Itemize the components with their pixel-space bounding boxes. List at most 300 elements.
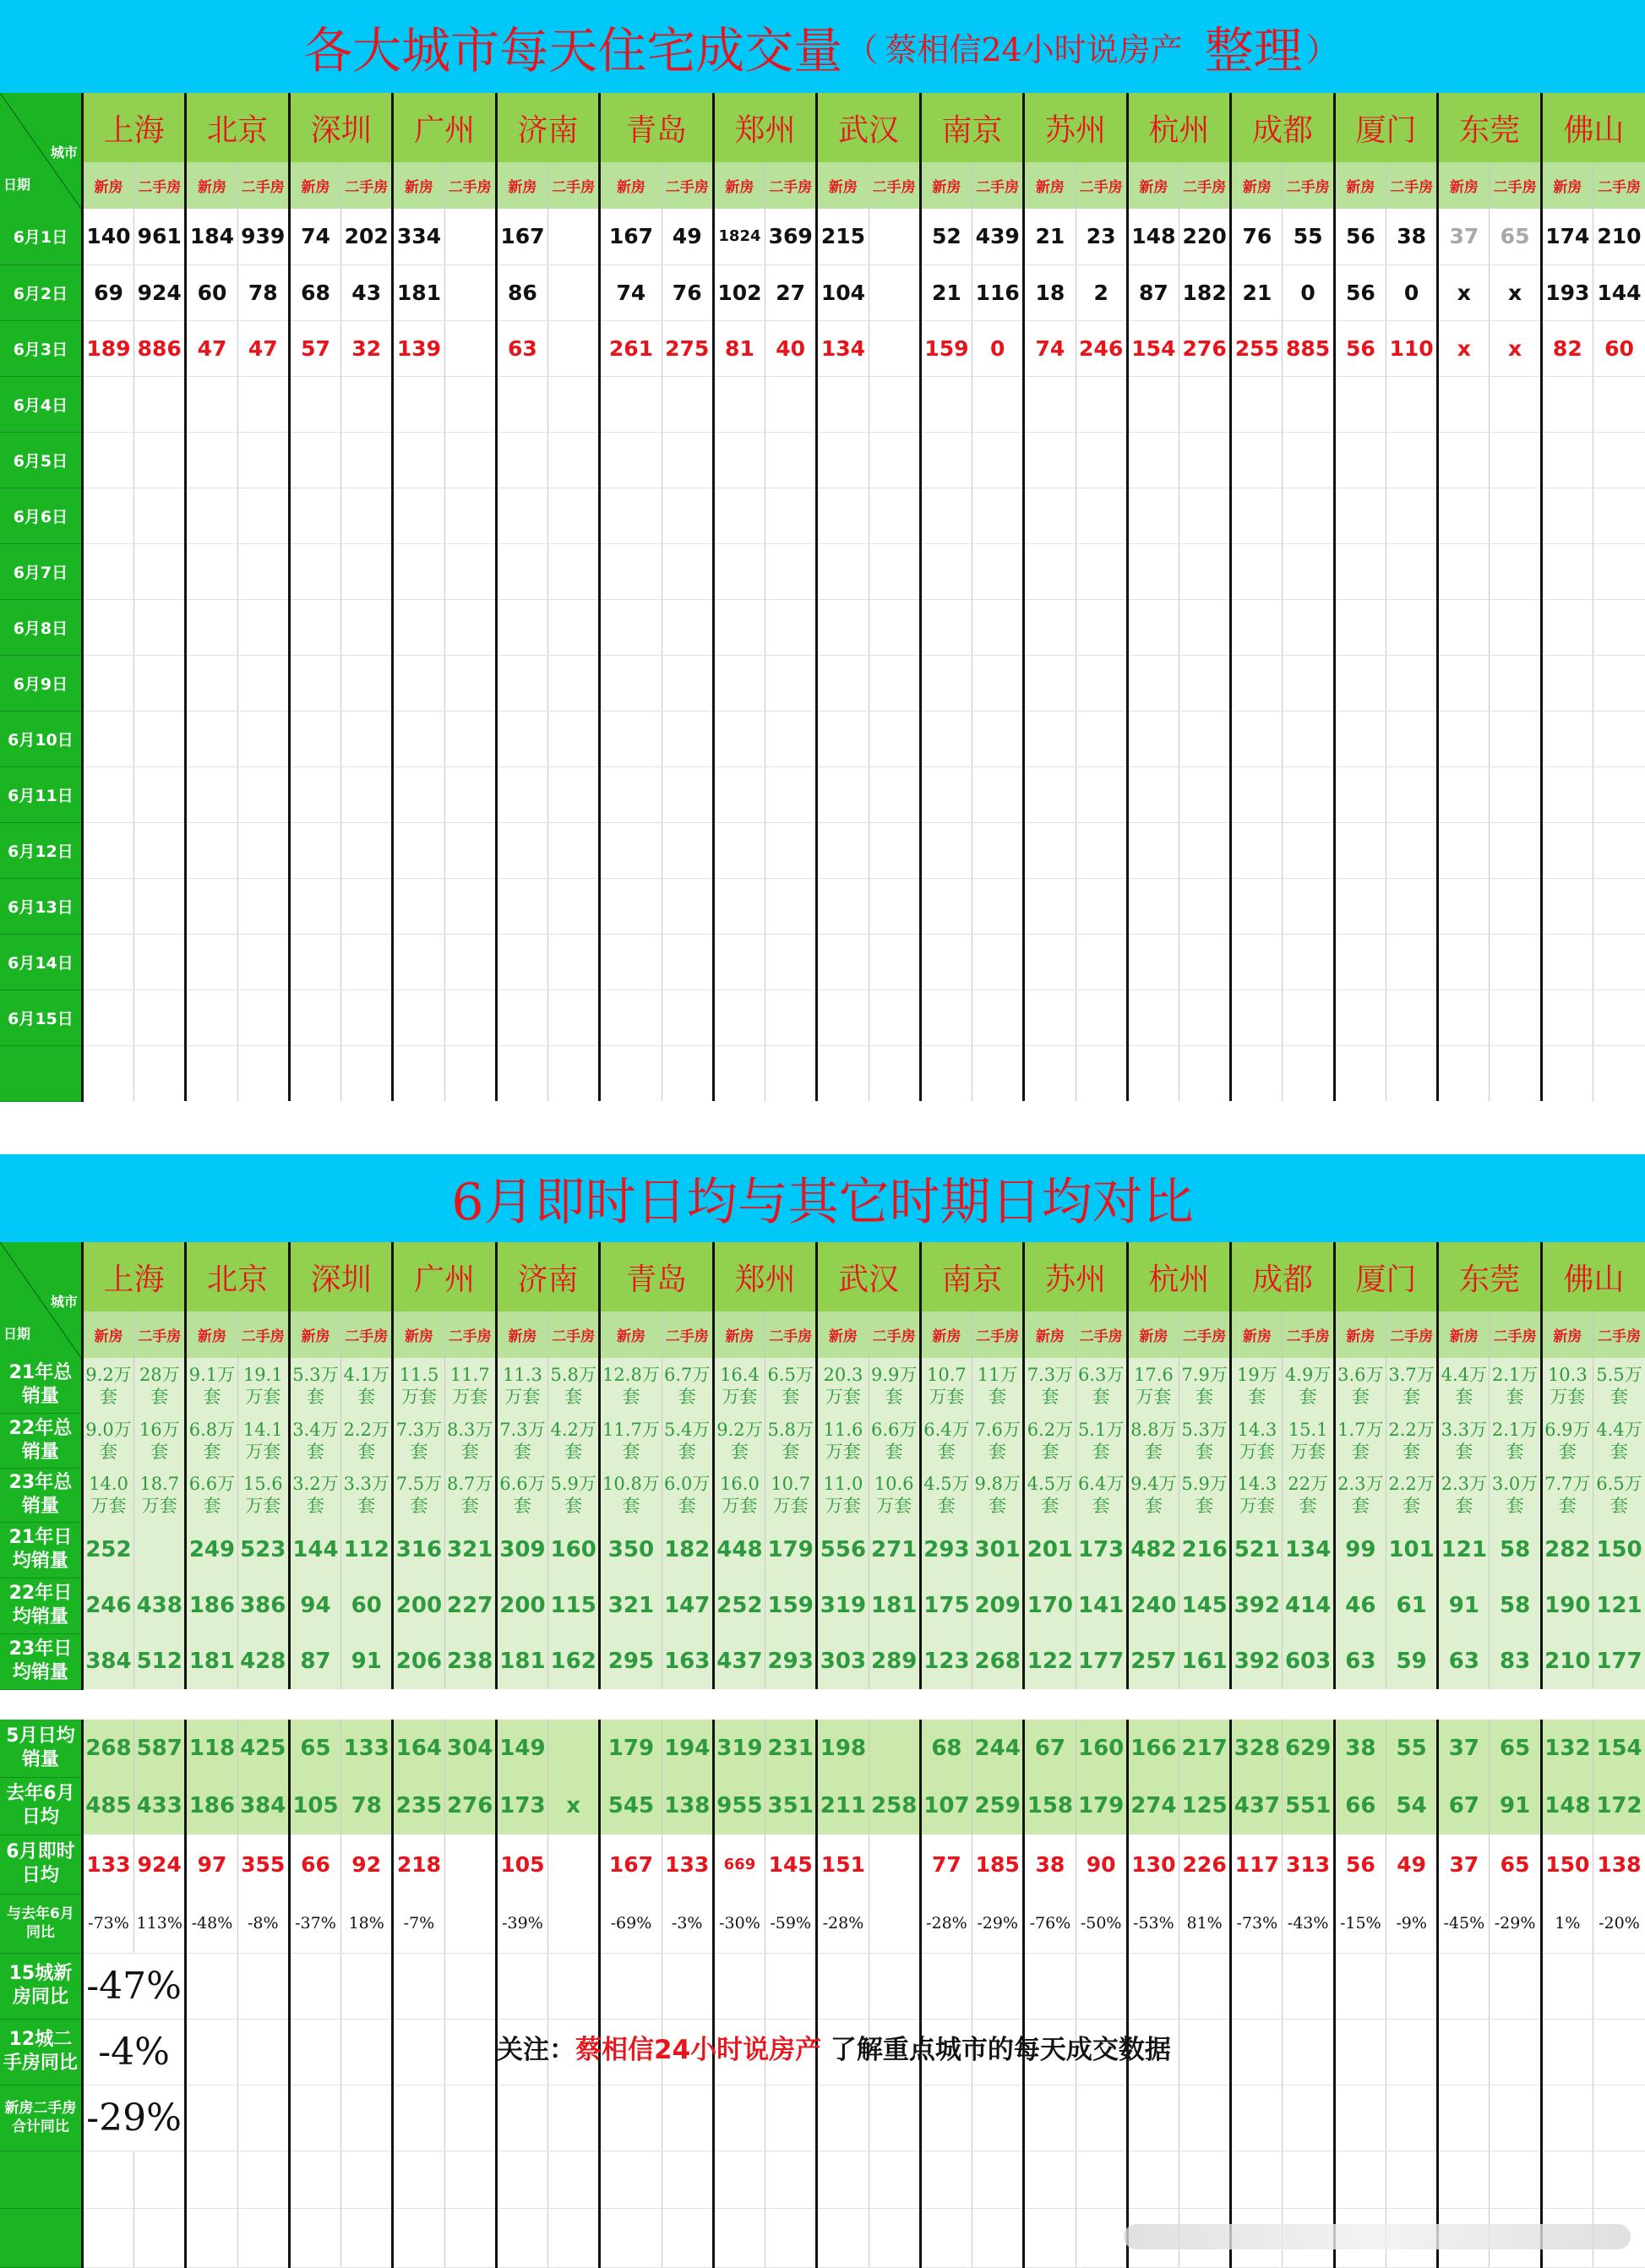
compare-value: 384: [82, 1633, 133, 1689]
daily-value: 18: [1024, 264, 1076, 320]
follow-account: 蔡相信24小时说房产: [575, 2035, 822, 2065]
daily-value-empty: [920, 766, 972, 822]
compare-value: 148: [1541, 1777, 1593, 1835]
new-home-label: 新房: [1127, 162, 1179, 209]
compare-value: 217: [1179, 1720, 1231, 1777]
compare-value: 437: [713, 1633, 765, 1689]
daily-value-empty: [1127, 543, 1179, 599]
daily-value: 81: [713, 320, 765, 376]
daily-value-empty: [600, 934, 662, 990]
second-hand-label: 二手房: [237, 162, 289, 209]
daily-value-empty: [1490, 990, 1541, 1045]
june-average-value: 90: [1076, 1835, 1127, 1894]
empty-cell: [444, 2208, 496, 2267]
follow-suffix: 了解重点城市的每天成交数据: [821, 2035, 1171, 2065]
daily-value-empty: [1593, 488, 1645, 543]
spacer-cell: [1593, 1045, 1645, 1101]
compare-value: 240: [1127, 1578, 1179, 1633]
compare-value: 392: [1231, 1578, 1283, 1633]
compare-value: 7.6万套: [972, 1413, 1024, 1468]
empty-cell: [1179, 2085, 1231, 2151]
compare-value: 512: [134, 1633, 186, 1689]
compare-value: 211: [817, 1777, 869, 1835]
daily-value-empty: [82, 376, 133, 432]
empty-cell: [1593, 1953, 1645, 2019]
daily-value: [444, 209, 496, 264]
daily-value-empty: [393, 376, 444, 432]
compare-value: 6.4万套: [1076, 1468, 1127, 1522]
compare-value: 3.2万套: [289, 1468, 340, 1522]
compare-value: 206: [393, 1633, 444, 1689]
daily-value: 189: [82, 320, 133, 376]
empty-cell: [1076, 2208, 1127, 2267]
empty-cell: [393, 2085, 444, 2151]
daily-value-empty: [1438, 711, 1490, 766]
empty-cell: [82, 2151, 133, 2208]
compare-value: 6.6万套: [869, 1413, 920, 1468]
daily-value-empty: [289, 766, 340, 822]
compare-value: 5.9万套: [548, 1468, 600, 1522]
june-average-value: 133: [662, 1835, 713, 1894]
compare-value: 6.5万套: [1593, 1468, 1645, 1522]
city-header: 北京: [186, 1242, 289, 1311]
compare-value: 316: [393, 1522, 444, 1578]
daily-value-empty: [713, 599, 765, 655]
compare-value: 235: [393, 1777, 444, 1835]
daily-value-empty: [1283, 934, 1334, 990]
daily-value: 27: [765, 264, 817, 320]
compare-value: 3.7万套: [1386, 1358, 1437, 1413]
row-label-t21: 21年总销量: [0, 1358, 82, 1413]
daily-value-empty: [972, 543, 1024, 599]
daily-value: [548, 320, 600, 376]
daily-value-empty: [1283, 990, 1334, 1045]
daily-value-empty: [1386, 878, 1437, 934]
empty-cell: [393, 2019, 444, 2085]
compare-value: 159: [765, 1578, 817, 1633]
daily-value: x: [1438, 320, 1490, 376]
empty-cell: [765, 2208, 817, 2267]
compare-title-banner: [0, 1154, 1645, 1242]
empty-cell: [1127, 2085, 1179, 2151]
daily-value-empty: [1283, 376, 1334, 432]
daily-value-empty: [1541, 543, 1593, 599]
daily-value-empty: [289, 878, 340, 934]
compare-value: 177: [1593, 1633, 1645, 1689]
daily-value-empty: [393, 711, 444, 766]
daily-value-empty: [82, 934, 133, 990]
daily-value-empty: [600, 990, 662, 1045]
daily-value-empty: [289, 655, 340, 711]
daily-value-empty: [1024, 488, 1076, 543]
second-hand-label: 二手房: [1076, 1311, 1127, 1358]
compare-value: 9.8万套: [972, 1468, 1024, 1522]
daily-value-empty: [1024, 766, 1076, 822]
daily-value: 74: [600, 264, 662, 320]
summary-c12-value: -4%: [82, 2019, 185, 2085]
compare-value: 545: [600, 1777, 662, 1835]
date-label: 6月2日: [0, 264, 82, 320]
second-hand-label: 二手房: [444, 1311, 496, 1358]
daily-value: 220: [1179, 209, 1231, 264]
daily-value: 167: [496, 209, 547, 264]
empty-cell: [920, 2151, 972, 2208]
second-hand-label: 二手房: [765, 1311, 817, 1358]
city-header: 济南: [496, 1242, 599, 1311]
empty-cell: [134, 2208, 186, 2267]
compare-value: 3.4万套: [289, 1413, 340, 1468]
daily-value-empty: [186, 488, 237, 543]
daily-value-empty: [496, 488, 547, 543]
new-home-label: 新房: [496, 162, 547, 209]
daily-value-empty: [1231, 488, 1283, 543]
empty-cell: [548, 2085, 600, 2151]
city-header: 厦门: [1334, 93, 1437, 162]
compare-value: 259: [972, 1777, 1024, 1835]
compare-value: 170: [1024, 1578, 1076, 1633]
compare-value: 271: [869, 1522, 920, 1578]
yoy-value: [444, 1894, 496, 1953]
empty-cell: [186, 2019, 237, 2085]
daily-value-empty: [1179, 655, 1231, 711]
daily-value-empty: [548, 934, 600, 990]
second-hand-label: 二手房: [1283, 1311, 1334, 1358]
second-hand-label: 二手房: [972, 1311, 1024, 1358]
compare-value: 268: [82, 1720, 133, 1777]
daily-value-empty: [817, 488, 869, 543]
compare-value: [869, 1720, 920, 1777]
empty-cell: [1179, 1953, 1231, 2019]
daily-value-empty: [444, 766, 496, 822]
daily-value-empty: [972, 488, 1024, 543]
empty-cell: [765, 2151, 817, 2208]
compare-value: 258: [869, 1777, 920, 1835]
city-header: 广州: [393, 93, 496, 162]
daily-value-empty: [817, 543, 869, 599]
daily-value-empty: [662, 711, 713, 766]
daily-value-empty: [662, 376, 713, 432]
empty-cell: [972, 2151, 1024, 2208]
daily-value-empty: [920, 543, 972, 599]
city-header: 深圳: [289, 93, 392, 162]
daily-value-empty: [1490, 432, 1541, 488]
daily-value-empty: [186, 990, 237, 1045]
daily-value-empty: [1490, 934, 1541, 990]
compare-value: 246: [82, 1578, 133, 1633]
daily-value: 21: [1231, 264, 1283, 320]
corner-header: [0, 93, 82, 209]
empty-cell: [341, 2151, 393, 2208]
daily-value-empty: [1127, 376, 1179, 432]
daily-value-empty: [600, 543, 662, 599]
june-average-value: 130: [1127, 1835, 1179, 1894]
daily-value-empty: [869, 432, 920, 488]
daily-value-empty: [237, 822, 289, 878]
compare-value: 209: [972, 1578, 1024, 1633]
daily-value-empty: [972, 599, 1024, 655]
daily-value: 210: [1593, 209, 1645, 264]
compare-value: 249: [186, 1522, 237, 1578]
compare-value: 5.8万套: [765, 1413, 817, 1468]
daily-value: 0: [1283, 264, 1334, 320]
spacer-label: [0, 1045, 82, 1101]
daily-value-empty: [393, 934, 444, 990]
daily-value-empty: [1127, 878, 1179, 934]
daily-value-empty: [765, 878, 817, 934]
row-label-d23: 23年日均销量: [0, 1633, 82, 1689]
daily-value-empty: [972, 766, 1024, 822]
spacer-cell: [186, 1045, 237, 1101]
compare-value: 2.3万套: [1438, 1468, 1490, 1522]
empty-cell: [444, 2085, 496, 2151]
yoy-value: -29%: [972, 1894, 1024, 1953]
empty-cell: [1593, 2085, 1645, 2151]
daily-value-empty: [1386, 711, 1437, 766]
compare-value: 257: [1127, 1633, 1179, 1689]
empty-cell: [1386, 1953, 1437, 2019]
spacer-cell: [393, 1045, 444, 1101]
daily-value-empty: [444, 822, 496, 878]
daily-value-empty: [1076, 934, 1127, 990]
daily-value: 23: [1076, 209, 1127, 264]
compare-value: 12.8万套: [600, 1358, 662, 1413]
spacer-cell: [237, 1045, 289, 1101]
new-home-label: 新房: [393, 1311, 444, 1358]
spacer-cell: [920, 1045, 972, 1101]
daily-value: 110: [1386, 320, 1437, 376]
compare-value: 5.8万套: [548, 1358, 600, 1413]
daily-value-empty: [1076, 655, 1127, 711]
empty-cell: [662, 1953, 713, 2019]
compare-value: 6.3万套: [1076, 1358, 1127, 1413]
daily-value-empty: [1541, 488, 1593, 543]
daily-value: 52: [920, 209, 972, 264]
new-home-label: 新房: [82, 162, 133, 209]
daily-value-empty: [496, 822, 547, 878]
empty-cell: [1283, 2085, 1334, 2151]
daily-value-empty: [1127, 990, 1179, 1045]
daily-value: 40: [765, 320, 817, 376]
empty-cell: [1541, 2085, 1593, 2151]
june-average-value: 185: [972, 1835, 1024, 1894]
compare-value: 59: [1386, 1633, 1437, 1689]
daily-value-empty: [869, 711, 920, 766]
yoy-value: -7%: [393, 1894, 444, 1953]
empty-cell: [1076, 1953, 1127, 2019]
daily-value-empty: [662, 655, 713, 711]
daily-value-empty: [444, 488, 496, 543]
daily-value-empty: [1283, 599, 1334, 655]
daily-value-empty: [1179, 934, 1231, 990]
compare-value: 46: [1334, 1578, 1386, 1633]
compare-value: 15.6万套: [237, 1468, 289, 1522]
daily-value-empty: [1593, 934, 1645, 990]
daily-value-empty: [1490, 376, 1541, 432]
compare-value: 121: [1593, 1578, 1645, 1633]
daily-value-empty: [1024, 543, 1076, 599]
new-home-label: 新房: [1231, 162, 1283, 209]
compare-value: 268: [972, 1633, 1024, 1689]
compare-value: 231: [765, 1720, 817, 1777]
daily-value-empty: [1386, 655, 1437, 711]
daily-value-empty: [1024, 822, 1076, 878]
daily-value-empty: [134, 878, 186, 934]
compare-value: 138: [662, 1777, 713, 1835]
spacer-cell: [289, 1045, 340, 1101]
compare-value: 122: [1024, 1633, 1076, 1689]
empty-cell: [1283, 2019, 1334, 2085]
compare-value: 133: [341, 1720, 393, 1777]
daily-value-empty: [1076, 822, 1127, 878]
compare-value: 194: [662, 1720, 713, 1777]
daily-value-empty: [1334, 599, 1386, 655]
empty-cell: [1438, 1953, 1490, 2019]
june-average-value: 355: [237, 1835, 289, 1894]
daily-value-empty: [289, 934, 340, 990]
compare-value: 5.9万套: [1179, 1468, 1231, 1522]
compare-value: 2.3万套: [1334, 1468, 1386, 1522]
second-hand-label: 二手房: [1076, 162, 1127, 209]
compare-value: 1.7万套: [1334, 1413, 1386, 1468]
corner-header: [0, 1242, 82, 1358]
compare-value: 172: [1593, 1777, 1645, 1835]
empty-cell: [972, 2085, 1024, 2151]
empty-cell: [237, 2019, 289, 2085]
daily-value-empty: [1490, 822, 1541, 878]
new-home-label: 新房: [289, 162, 340, 209]
daily-value-empty: [713, 822, 765, 878]
june-average-value: 313: [1283, 1835, 1334, 1894]
empty-cell: [600, 2151, 662, 2208]
empty-cell: [1593, 2019, 1645, 2085]
new-home-label: 新房: [1024, 1311, 1076, 1358]
empty-cell: [393, 2151, 444, 2208]
daily-value-empty: [237, 766, 289, 822]
daily-value: x: [1490, 264, 1541, 320]
compare-value: x: [548, 1777, 600, 1835]
empty-cell: [817, 2208, 869, 2267]
compare-value: 154: [1593, 1720, 1645, 1777]
compare-value: 200: [496, 1578, 547, 1633]
daily-value-empty: [393, 878, 444, 934]
spacer-cell: [1438, 1045, 1490, 1101]
daily-value-empty: [496, 432, 547, 488]
daily-value-empty: [289, 990, 340, 1045]
yoy-value: 1%: [1541, 1894, 1593, 1953]
empty-cell: [134, 2151, 186, 2208]
daily-value-empty: [1283, 878, 1334, 934]
daily-value-empty: [134, 488, 186, 543]
compare-value: 8.7万套: [444, 1468, 496, 1522]
new-home-label: 新房: [1438, 1311, 1490, 1358]
compare-value: 350: [600, 1522, 662, 1578]
daily-value-empty: [869, 766, 920, 822]
spacer-cell: [134, 1045, 186, 1101]
compare-value: 11.5万套: [393, 1358, 444, 1413]
compare-value: 14.3万套: [1231, 1468, 1283, 1522]
spacer-cell: [1231, 1045, 1283, 1101]
compare-value: 8.3万套: [444, 1413, 496, 1468]
daily-value-empty: [765, 990, 817, 1045]
daily-value: [869, 264, 920, 320]
daily-value: 139: [393, 320, 444, 376]
daily-value-empty: [289, 599, 340, 655]
daily-value-empty: [1490, 655, 1541, 711]
summary-call-value: -29%: [82, 2085, 185, 2151]
empty-cell: [496, 1953, 547, 2019]
new-home-label: 新房: [713, 162, 765, 209]
daily-value-empty: [496, 990, 547, 1045]
compare-value: 303: [817, 1633, 869, 1689]
daily-value-empty: [444, 878, 496, 934]
daily-value-empty: [920, 432, 972, 488]
new-home-label: 新房: [496, 1311, 547, 1358]
compare-value: 2.2万套: [341, 1413, 393, 1468]
compare-value: 556: [817, 1522, 869, 1578]
compare-value: 5.5万套: [1593, 1358, 1645, 1413]
daily-value-empty: [817, 878, 869, 934]
empty-cell: [1541, 1953, 1593, 2019]
daily-value-empty: [662, 599, 713, 655]
daily-value-empty: [1179, 543, 1231, 599]
daily-value-empty: [1541, 376, 1593, 432]
yoy-value: -48%: [186, 1894, 237, 1953]
empty-cell: [186, 2085, 237, 2151]
daily-value-empty: [1541, 432, 1593, 488]
empty-cell: [341, 1953, 393, 2019]
daily-value: 134: [817, 320, 869, 376]
city-header: 苏州: [1024, 93, 1127, 162]
daily-value: 885: [1283, 320, 1334, 376]
daily-value-empty: [134, 432, 186, 488]
compare-value: 4.4万套: [1438, 1358, 1490, 1413]
empty-cell: [341, 2208, 393, 2267]
daily-value-empty: [1386, 432, 1437, 488]
daily-value-empty: [869, 655, 920, 711]
daily-value-empty: [817, 711, 869, 766]
spacer-cell: [82, 1045, 133, 1101]
empty-cell: [1283, 1953, 1334, 2019]
daily-value: 74: [1024, 320, 1076, 376]
daily-value-empty: [920, 822, 972, 878]
daily-value-empty: [600, 766, 662, 822]
yoy-value: -45%: [1438, 1894, 1490, 1953]
yoy-value: -20%: [1593, 1894, 1645, 1953]
compare-value: 11.3万套: [496, 1358, 547, 1413]
compare-value: [134, 1522, 186, 1578]
city-header: 杭州: [1127, 93, 1230, 162]
date-label: 6月3日: [0, 320, 82, 376]
compare-value: [548, 1720, 600, 1777]
daily-value: 246: [1076, 320, 1127, 376]
second-hand-label: 二手房: [662, 1311, 713, 1358]
daily-value: 78: [237, 264, 289, 320]
daily-value: 184: [186, 209, 237, 264]
june-average-value: 49: [1386, 1835, 1437, 1894]
row-label-c12: 12城二手房同比: [0, 2019, 82, 2085]
daily-value-empty: [1438, 376, 1490, 432]
daily-value-empty: [713, 543, 765, 599]
spacer-cell: [869, 1045, 920, 1101]
compare-value: 11.6万套: [817, 1413, 869, 1468]
empty-cell: [869, 2208, 920, 2267]
compare-value: 9.9万套: [869, 1358, 920, 1413]
daily-value-empty: [289, 822, 340, 878]
daily-value-empty: [134, 711, 186, 766]
daily-value-empty: [1231, 878, 1283, 934]
daily-value-empty: [817, 990, 869, 1045]
june-average-value: [869, 1835, 920, 1894]
